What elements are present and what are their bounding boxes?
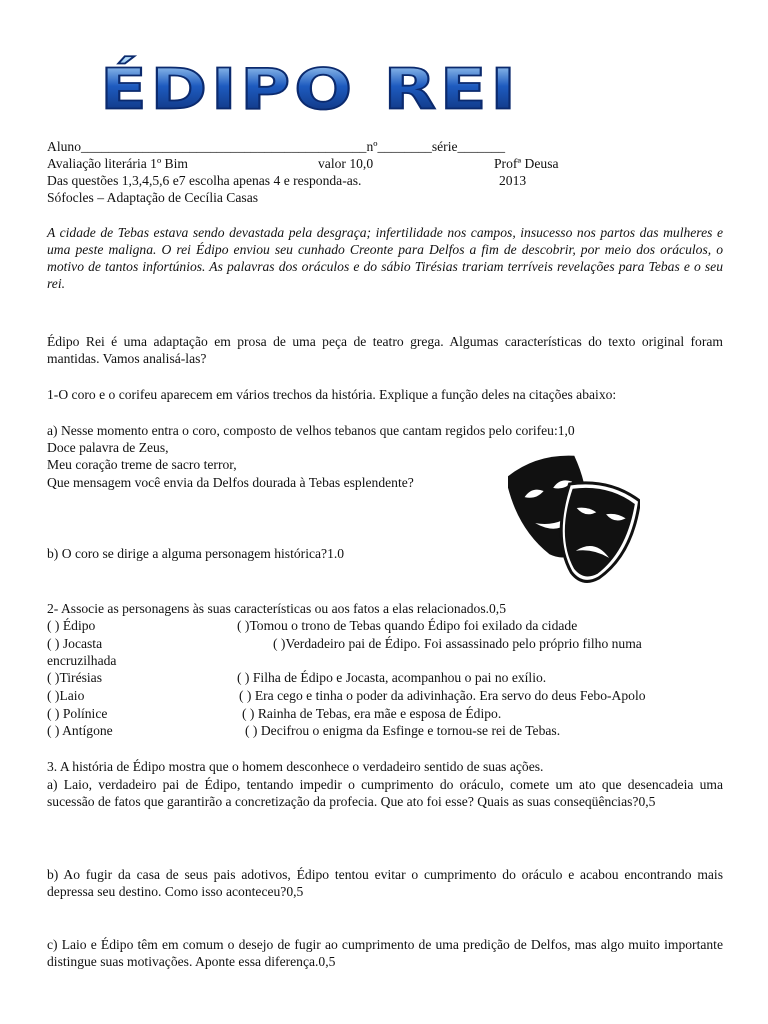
intro-text: Édipo Rei é uma adaptação em prosa de uma peça de teatro grega. Algumas características do texto original foram mantidas. Vamos analisá-las? xyxy=(47,334,723,366)
q2-right-item: ( ) Decifrou o enigma da Esfinge e tornou-se rei de Tebas. xyxy=(245,723,561,738)
page-title: ÉDIPO REI xyxy=(100,56,520,120)
q1-verse-line: Meu coração treme de sacro terror, xyxy=(47,457,237,472)
q1-verse-line: Doce palavra de Zeus, xyxy=(47,440,169,455)
q1-verse-line: Que mensagem você envia da Delfos dourada à Tebas esplendente? xyxy=(47,475,414,490)
q2-left-item: ( ) Polínice xyxy=(47,706,108,721)
student-line: Aluno__________________________________________nº________série_______ xyxy=(47,139,506,154)
q2-right-item: ( ) Rainha de Tebas, era mãe e esposa de Édipo. xyxy=(242,706,502,721)
intro-italic: A cidade de Tebas estava sendo devastada pela desgraça; infertilidade nos campos, insucesso nos partos das mulheres e uma peste maligna. O rei Édipo enviou seu cunhado Creonte para Delfos a fim de descobrir, por meio dos oráculos, o motivo de tantos infortúnios. As palavras dos oráculos e do sábio Tirésias trariam terríveis revelações para Tebas e o seu rei. xyxy=(47,225,723,291)
q1-b: b) O coro se dirige a alguma personagem histórica?1.0 xyxy=(47,546,345,561)
teacher-label: Profª Deusa xyxy=(494,156,559,171)
q2-left-item: ( )Tirésias xyxy=(47,670,103,685)
q2-right-item: ( )Tomou o trono de Tebas quando Édipo foi exilado da cidade xyxy=(237,618,578,633)
q2-left-item: encruzilhada xyxy=(47,653,117,668)
q2-left-item: ( )Laio xyxy=(47,688,85,703)
q2-right-item: ( )Verdadeiro pai de Édipo. Foi assassinado pelo próprio filho numa xyxy=(273,636,642,651)
q3-a: a) Laio, verdadeiro pai de Édipo, tentando impedir o cumprimento do oráculo, comete um ato que desencadeia uma sucessão de fatos que garantirão a concretização da profecia. Que ato foi esse? Quais as suas conseqüências?0,5 xyxy=(47,777,723,809)
q1-prompt: 1-O coro e o corifeu aparecem em vários trechos da história. Explique a função deles na citações abaixo: xyxy=(47,387,617,402)
q3-b: b) Ao fugir da casa de seus pais adotivos, Édipo tentou evitar o cumprimento do oráculo e acabou encontrando mais depressa seu destino. Como isso aconteceu?0,5 xyxy=(47,867,723,899)
source-label: Sófocles – Adaptação de Cecília Casas xyxy=(47,190,259,205)
instructions: Das questões 1,3,4,5,6 e7 escolha apenas 4 e responda-as. xyxy=(47,173,362,188)
q2-right-item: ( ) Filha de Édipo e Jocasta, acompanhou o pai no exílio. xyxy=(237,670,547,685)
theater-masks-icon xyxy=(508,455,640,589)
value-label: valor 10,0 xyxy=(318,156,374,171)
title-wordart xyxy=(40,48,580,120)
evaluation-label: Avaliação literária 1º Bim xyxy=(47,156,188,171)
q2-left-item: ( ) Jocasta xyxy=(47,636,103,651)
q3-prompt: 3. A história de Édipo mostra que o homem desconhece o verdadeiro sentido de suas ações. xyxy=(47,759,544,774)
q2-prompt: 2- Associe as personagens às suas características ou aos fatos a elas relacionados.0,5 xyxy=(47,601,507,616)
q2-left-item: ( ) Édipo xyxy=(47,618,96,633)
year-label: 2013 xyxy=(499,173,527,188)
q3-c: c) Laio e Édipo têm em comum o desejo de fugir ao cumprimento de uma predição de Delfos, mas algo muito importante distingue suas motivações. Aponte essa diferença.0,5 xyxy=(47,937,723,969)
q2-right-item: ( ) Era cego e tinha o poder da adivinhação. Era servo do deus Febo-Apolo xyxy=(239,688,646,703)
q1-a: a) Nesse momento entra o coro, composto de velhos tebanos que cantam regidos pelo corifeu:1,0 xyxy=(47,423,575,438)
q2-left-item: ( ) Antígone xyxy=(47,723,113,738)
